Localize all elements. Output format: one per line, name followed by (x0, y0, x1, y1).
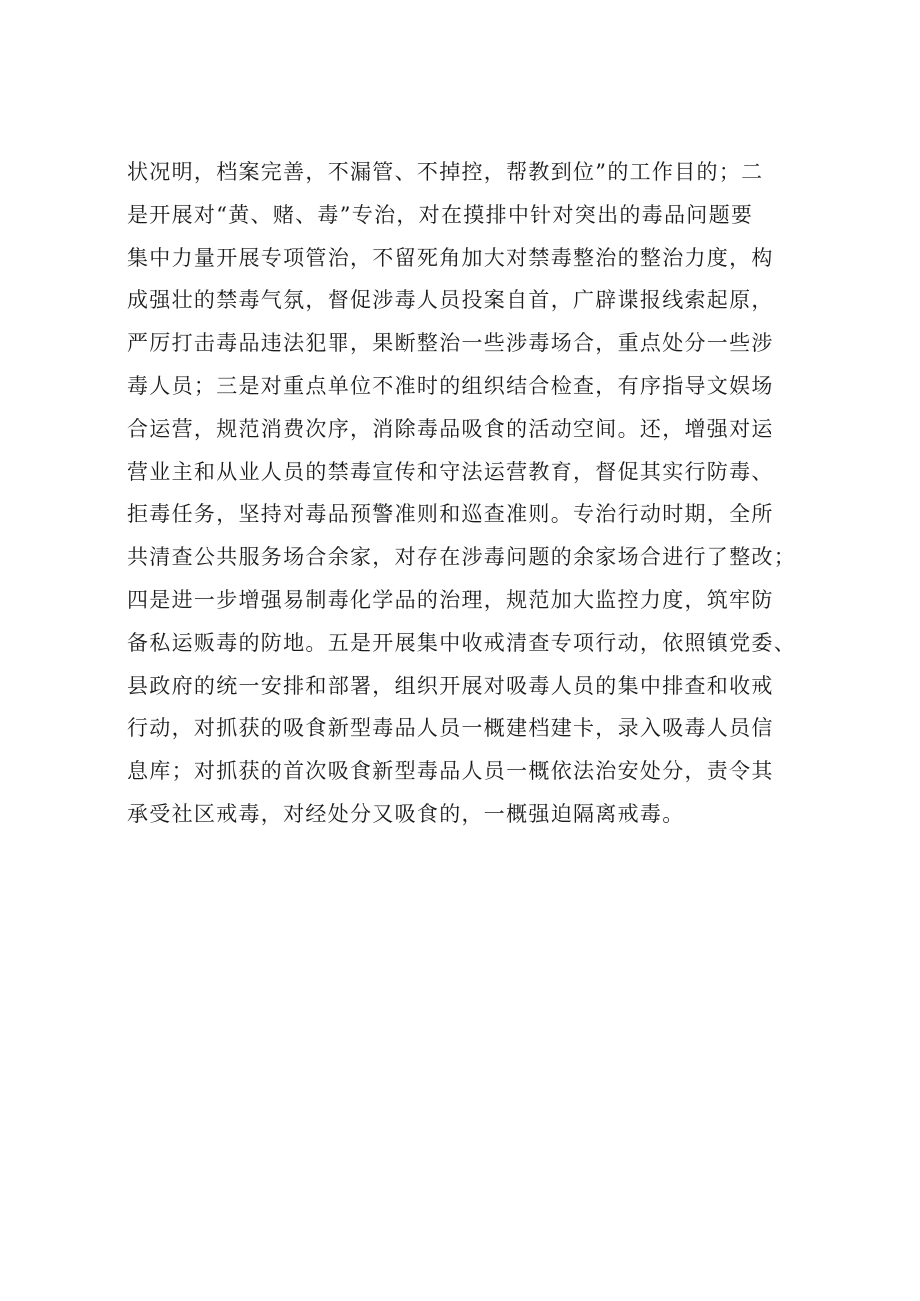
text-line: 营业主和从业人员的禁毒宣传和守法运营教育，督促其实行防毒、 (127, 459, 774, 484)
text-line: 合运营，规范消费次序，消除毒品吸食的活动空间。还，增强对运 (127, 416, 774, 441)
text-line: 四是进一步增强易制毒化学品的治理，规范加大监控力度，筑牢防 (127, 587, 774, 612)
text-line: 行动，对抓获的吸食新型毒品人员一概建档建卡，录入吸毒人员信 (127, 716, 774, 741)
text-line: 状况明，档案完善，不漏管、不掉控，帮教到位”的工作目的；二 (127, 160, 764, 184)
text-line: 拒毒任务，坚持对毒品预警准则和巡查准则。专治行动时期，全所 (127, 502, 774, 527)
text-line: 共清查公共服务场合余家，对存在涉毒问题的余家场合进行了整改； (127, 545, 796, 570)
text-line: 息库；对抓获的首次吸食新型毒品人员一概依法治安处分，责令其 (127, 759, 774, 784)
text-line: 县政府的统一安排和部署，组织开展对吸毒人员的集中排查和收戒 (127, 673, 774, 698)
text-line: 备私运贩毒的防地。五是开展集中收戒清查专项行动，依照镇党委、 (127, 630, 796, 655)
text-line: 承受社区戒毒，对经处分又吸食的，一概强迫隔离戒毒。 (127, 801, 685, 826)
text-line: 成强壮的禁毒气氛，督促涉毒人员投案自首，广辟谍报线索起原， (127, 288, 774, 313)
text-line: 集中力量开展专项管治，不留死角加大对禁毒整治的整治力度，构 (127, 245, 774, 270)
text-line: 是开展对“黄、赌、毒”专治，对在摸排中针对突出的毒品问题要 (127, 202, 754, 227)
text-line: 毒人员；三是对重点单位不准时的组织结合检查，有序指导文娱场 (127, 373, 774, 398)
text-line: 严厉打击毒品违法犯罪，果断整治一些涉毒场合，重点处分一些涉 (127, 331, 774, 356)
body-text (127, 151, 827, 836)
